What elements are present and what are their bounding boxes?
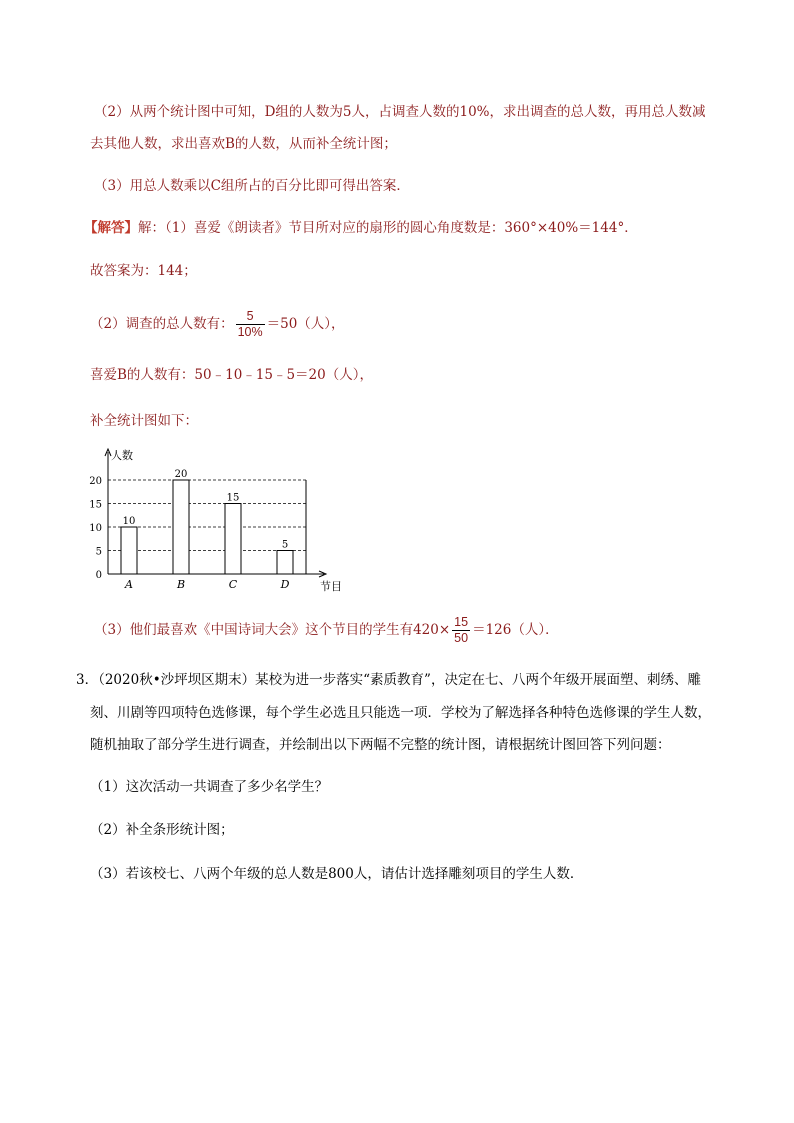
solution-p3-prefix: （3）他们最喜欢《中国诗词大会》这个节目的学生有420× [94,622,451,638]
solution-p3-fraction [452,615,470,646]
bar-chart [84,444,350,594]
y-tick-label: 20 [89,476,102,487]
total-frac-num: 5 [246,309,254,323]
y-tick-label: 0 [95,570,102,581]
solution-p3-suffix: ＝126（人）． [472,622,559,638]
y-axis-title: 人数 [111,449,133,462]
category-label: B [176,578,186,591]
p3-frac-num: 15 [454,615,469,629]
solution-total-suffix: ＝50（人）， [266,316,345,332]
solution-b-count: 喜爱B的人数有：50﹣10﹣15﹣5＝20（人）， [90,367,373,383]
solution-p3-line [94,612,559,648]
solution-intro-line [84,218,638,238]
bar [225,504,241,575]
solution-tag: 【解答】 [84,220,138,236]
x-axis-title: 节目 [320,580,342,593]
question3-sub1: （1）这次活动一共调查了多少名学生？ [90,779,329,795]
bar-value-label: 5 [281,539,289,551]
chart-bars [121,480,293,574]
analysis-p2-line2: 去其他人数，求出喜欢B的人数，从而补全统计图； [90,136,397,152]
bar [173,480,189,574]
y-tick-label: 15 [89,499,102,511]
bar-value-label: 20 [174,469,188,480]
y-tick-label: 10 [89,523,102,534]
solution-answer1: 故答案为：144； [90,263,197,279]
bar-value-label: 10 [122,516,136,527]
bar-value-label: 15 [226,492,240,504]
question3-line3: 随机抽取了部分学生进行调查，并绘制出以下两幅不完整的统计图，请根据统计图回答下列问题： [90,737,671,753]
analysis-p2-line1: （2）从两个统计图中可知，D组的人数为5人，占调查人数的10%，求出调查的总人数，再用总人数减 [94,104,706,120]
analysis-p3-line: （3）用总人数乘以C组所占的百分比即可得出答案． [94,178,410,194]
solution-total-fraction [236,309,265,340]
y-tick-label: 5 [95,546,102,558]
chart-grid [108,480,306,551]
total-frac-den: 10% [237,325,263,339]
solution-intro: 解：（1）喜爱《朗读者》节目所对应的扇形的圆心角度数是：360°×40%＝144°． [138,220,638,236]
category-label: D [280,578,290,591]
question3-line1: 3．（2020秋•沙坪坝区期末）某校为进一步落实“素质教育”，决定在七、八两个年级开展面塑、刺绣、雕 [76,672,701,688]
solution-total-prefix: （2）调查的总人数有： [90,316,234,332]
p3-frac-den: 50 [454,631,469,645]
category-label: C [228,578,238,591]
solution-total-line [90,306,345,342]
question3-sub2: （2）补全条形统计图； [90,822,234,838]
bar [277,551,293,575]
solution-chart-intro: 补全统计图如下： [90,413,198,429]
question3-sub3: （3）若该校七、八两个年级的总人数是800人，请估计选择雕刻项目的学生人数． [90,866,584,882]
category-label: A [125,578,133,591]
bar [121,527,137,574]
question3-line2: 刻、川剧等四项特色选修课，每个学生必选且只能选一项．学校为了解选择各种特色选修课的学生人数， [90,705,711,721]
